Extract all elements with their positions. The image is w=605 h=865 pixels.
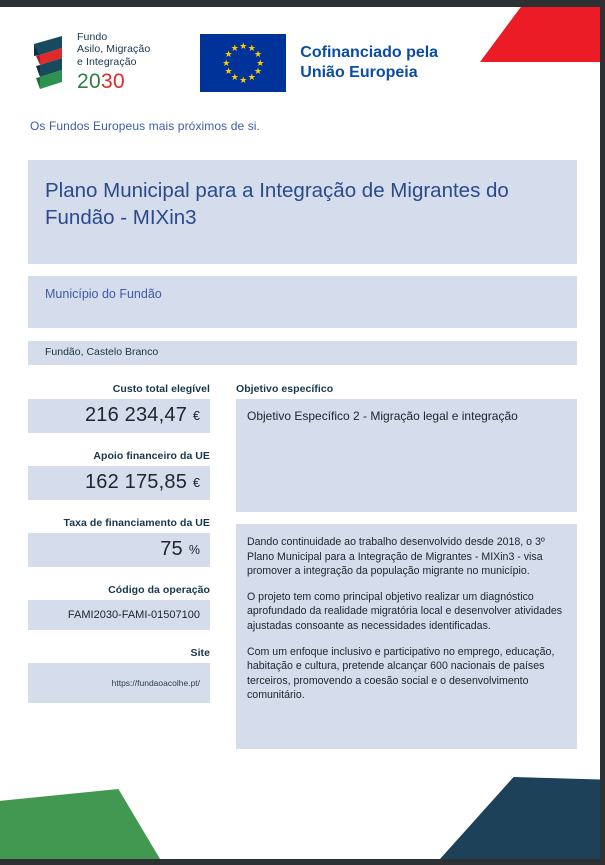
eu-star-icon: ★ [253,49,263,59]
project-title-box [28,160,577,264]
decorative-shape-navy [440,777,600,859]
eu-support-label: Apoio financeiro da UE [93,449,210,462]
eu-star-icon: ★ [224,49,233,59]
location-name: Fundão, Castelo Branco [45,345,159,358]
fami-line-2: Asilo, Migração [77,43,151,56]
operation-code-label: Código da operação [108,583,210,596]
window-chrome-top [0,0,605,7]
window-chrome-right [600,0,605,865]
total-cost-value-box [28,399,210,433]
eu-caption [300,43,438,84]
operation-code-value: FAMI2030-FAMI-01507100 [67,608,200,621]
eu-support-value: 162 175,85 [84,471,188,494]
eu-star-icon: ★ [230,72,239,83]
site-label: Site [190,646,210,659]
organization-name: Município do Fundão [45,286,162,301]
eu-star-icon: ★ [247,42,256,53]
page-header [0,0,605,95]
description-box [236,524,577,749]
description-paragraph: Dando continuidade ao trabalho desenvolvido desde 2018, o 3º Plano Municipal para a Integração de Migrantes - MIXin3 - visa promover a integração da população migrante no município. [247,535,545,578]
operation-code-value-box [28,600,210,630]
total-cost-unit: € [193,408,200,423]
funding-rate-unit: % [188,542,200,557]
fami-year [77,70,150,95]
specific-objective-value: Objetivo Específico 2 - Migração legal e integração [247,408,518,423]
window-chrome-bottom [0,859,605,865]
eu-caption-line-1: Cofinanciado pela [300,43,439,61]
tagline: Os Fundos Europeus mais próximos de si. [30,118,260,133]
eu-cofinancing-block [200,34,438,92]
site-url-link[interactable]: https://fundaoacolhe.pt/ [111,677,200,688]
fami-ribbon-icon [28,32,68,94]
eu-star-icon: ★ [230,42,239,53]
funding-rate-value-box [28,533,210,567]
spacer-4 [28,630,210,647]
location-box [28,341,577,365]
eu-support-value-box [28,466,210,500]
fami-year-second: 30 [100,70,125,94]
spacer-1 [28,433,210,450]
description-paragraph: Com um enfoque inclusivo e participativo no emprego, educação, habitação e cultura, pretende alcançar 600 nacionais de países terceiros, promovendo a coesão social e o desenvolvimento comunitário. [247,645,555,702]
eu-caption-line-2: União Europeia [300,64,418,81]
fami-line-3: e Integração [77,55,137,68]
site-value-box[interactable] [28,663,210,703]
organization-box [28,276,577,328]
decorative-shape-green [0,789,160,859]
eu-star-icon: ★ [239,40,248,51]
eu-star-icon: ★ [224,66,233,76]
eu-support-unit: € [193,475,200,490]
funding-rate-value: 75 [160,538,183,561]
eu-star-icon: ★ [253,66,263,76]
description-paragraph: O projeto tem como principal objetivo realizar um diagnóstico aprofundado da realidade migratória local e desenvolver atividades ajustadas consoante as necessidades identificadas. [247,590,563,632]
total-cost-label: Custo total elegível [112,382,210,395]
fami-year-first: 20 [77,70,101,94]
total-cost-value: 216 234,47 [84,404,188,427]
financial-column [28,383,210,703]
specific-objective-box [236,399,577,512]
eu-star-icon: ★ [256,57,265,68]
eu-star-icon: ★ [247,72,256,83]
eu-star-icon: ★ [239,74,248,85]
eu-star-icon: ★ [222,57,231,68]
specific-objective-label: Objetivo específico [236,382,334,395]
eu-flag-icon [200,34,286,92]
detail-columns [28,383,577,749]
funding-rate-label: Taxa de financiamento da UE [63,516,210,529]
spacer-2 [28,500,210,517]
page-title: Plano Municipal para a Integração de Migrantes do Fundão - MIXin3 [45,178,509,230]
fami-line-1: Fundo [77,31,108,43]
spacer-3 [28,567,210,584]
fundo-asilo-migracao-logo [28,31,150,95]
objective-column [236,383,577,749]
fami-logo-text [77,31,150,95]
